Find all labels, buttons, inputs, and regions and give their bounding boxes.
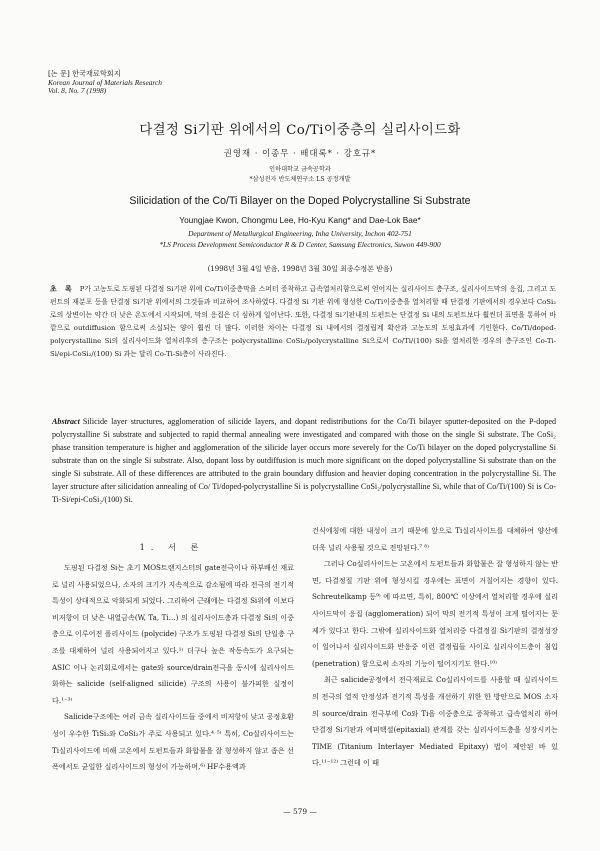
abstract-english xyxy=(52,415,556,506)
abstract-english-lead: Abstract xyxy=(52,417,80,426)
section-heading-introduction: 1. 서 론 xyxy=(139,542,205,552)
paragraph: 건식에칭에 대한 내성이 크기 때문에 앞으로 Ti실리사이드를 대체하여 양산에 더욱 널리 사용될 것으로 전망된다.⁷ ⁸⁾ xyxy=(312,526,558,552)
abstract-english-text: Silicide layer structures, agglomeration of silicide layers, and dopant redistributions for the Co/Ti bilayer sputter-deposited on the P-doped polycrystalline Si substrate and subjected to rapid thermal annealing were investigated and compared with those on the single Si substrate. The CoSi₂ phase transition temperature is higher and agglomeration of the silicide layer occurs more severely for the Co/Ti bilayer on the doped polycrystalline Si substrate than on the single Si substrate. Also, dopant loss by outdiffusion is much more significant on the doped polycrystalline Si substrate than on the single Si substrate. All of these differences are attributed to the grain boundary diffusion and heavier doping concentration in the polycrystalline Si. The layer structure after silicidation annealing of Co/ Ti/doped-polycrystalline Si is polycrystalline CoSi₂/polycrystalline Si, while that of Co/Ti/(100) Si is Co-Ti-Si/epi-CoSi₂/(100) Si. xyxy=(52,417,556,504)
affiliation-english-1: Department of Metallurgical Engineering, Inha University, Inchon 402-751 xyxy=(188,229,412,238)
abstract-korean-lead: 초 록 xyxy=(50,285,75,293)
body-column-left xyxy=(52,560,294,776)
journal-volume: Vol. 8, No. 7 (1998) xyxy=(48,86,107,96)
paragraph: 도핑된 다결정 Si는 초기 MOS트랜지스터의 gate전극이나 하부배선 재료로 널리 사용되었으나, 소자의 크기가 지속적으로 감소됨에 따라 전극의 전기적 특성이 상대적으로 악화되게 되었다. 그리하여 근래에는 다결정 Si위에 이보다 비저항이 더 낮은 내열금속(W, Ta, Ti…) 의 실리사이드층과 다결정 Si의 이중층으로 이루어진 폴리사이드 (polycide) 구조가 도핑된 다결정 Si의 단일층 구조를 대체하여 널리 사용되어지고 있다.¹⁾ 더구나 높은 작동속도가 요구되는 ASIC 이나 논리회로에서는 gate와 source/drain전극을 동시에 실리사이드화하는 salicide (self-aligned silicide) 구조의 사용이 불가피한 실정이다.¹⁻³⁾ xyxy=(52,563,294,705)
paragraph: 그러나 Co실리사이드는 고온에서 도펀트들과 화합물은 잘 형성하지 않는 반면, 다결정질 기판 위에 형성시킬 경우에는 표면이 거칠어지는 경향이 있다. Schreutelkamp 등⁹⁾ 에 따르면, 특히, 800℃ 이상에서 열처리할 경우에 실리사이드막이 응집 (agglomeration) 되어 막의 전기적 특성이 크게 떨어지는 문제가 있다고 한다. 그밖에 실리사이드화 열처리중 다결정질 Si기판의 결정성장이 일어나서 실리사이드화 반응중 이런 결정립들 사이로 실리사이드층이 침입 (penetration) 함으로써 소자의 기능이 떨어지기도 한다.¹⁰⁾ xyxy=(312,559,558,668)
paragraph: 최근 salicide공정에서 전극재료로 Co실리사이드를 사용할 때 실리사이드의 전극의 열적 안정성과 전기적 특성을 개선하기 위한 한 방안으로 MOS 소자의 source/drain 전극부에 Co와 Ti을 이중층으로 증착하고 급속열처리 하여 단결정 Si기판과 에피택셜(epitaxial) 관계를 갖는 실리사이드층을 성장시키는 TIME (Titanium Interlayer Mediated Epitaxy) 법이 제안된 바 있다.¹¹⁻¹²⁾ 그런데 이 때 xyxy=(312,675,558,768)
affiliation-korean-2: *삼성전자 반도체연구소 LS 공정개발 xyxy=(249,176,351,183)
paragraph: Salicide구조에는 여러 금속 실리사이드들 중에서 비저항이 낮고 공정호환성이 우수한 TiSi₂와 CoSi₂가 주로 사용되고 있다.⁴ ⁵⁾ 특히, Co실리사이드는 Ti실리사이드에 비해 고온에서 도펀트들과 화합물을 잘 형성하지 않고 좁은 선폭에서도 균일한 실리사이드의 형성이 가능하며,⁶⁾ HF수용액과 xyxy=(52,712,294,772)
title-english: Silicidation of the Co/Ti Bilayer on the Doped Polycrystalline Si Substrate xyxy=(129,195,471,207)
affiliation-english-2: *LS Process Development Semiconductor R & D Center, Samsung Electronics, Suwon 449-900 xyxy=(159,240,441,249)
authors-english: Youngjae Kwon, Chongmu Lee, Ho-Kyu Kang* and Dae-Lok Bae* xyxy=(179,215,421,225)
page-number: — 579 — xyxy=(283,807,317,816)
abstract-korean-text: P가 고농도로 도핑된 다결정 Si기판 위에 Co/Ti이중층막을 스퍼터 증착하고 급속열처리함으로써 얻어지는 실리사이드 층구조, 실리사이드막의 응집, 그리고 도펀트의 재분포 등을 단결정 Si기판 위에서의 그것들과 비교하여 조사하였다. 다결정 Si 기판 위에 형성한 Co/Ti이중층을 열처리할 때 단결정 기판에서의 경우보다 CoSi₂로의 상변이는 약간 더 낮은 온도에서 시작되며, 막의 응집은 더 심하게 일어난다. 또한, 다결정 Si기판내의 도펀트는 단결정 Si 내의 도펀트보다 훨씬더 표면을 통하여 바깥으로 outdiffusion 함으로써 소실되는 양이 훨씬 더 많다. 이러한 차이는 다결정 Si 내에서의 결정립계 확산과 고농도의 도핑효과에 기인한다. Co/Ti/doped-polycrystalline Si의 실리사이드화 열처리후의 층구조는 polycrystalline CoSi₂/polycrystalline Si으로서 Co/Ti/(100) Si을 열처리한 경우의 층구조인 Co-Ti-Si/epi-CoSi₂/(100) Si 과는 달리 Co-Ti-Si층이 사라진다. xyxy=(50,285,557,358)
authors-korean: 권영재 · 이종무 · 배대록* · 강호규* xyxy=(223,148,377,158)
received-dates: (1998년 3월 4일 받음, 1998년 3월 30일 최종수정본 받음) xyxy=(207,265,393,273)
abstract-korean xyxy=(50,283,556,361)
affiliation-korean-1: 인하대학교 금속공학과 xyxy=(269,166,331,173)
title-korean: 다결정 Si기판 위에서의 Co/Ti이중층의 실리사이드화 xyxy=(139,123,461,138)
journal-line-en: Korean Journal of Materials Research xyxy=(48,77,162,87)
journal-line-ko: [논 문] 한국재료학회지 xyxy=(48,69,121,78)
journal-header xyxy=(48,70,162,96)
body-column-right xyxy=(312,523,558,772)
